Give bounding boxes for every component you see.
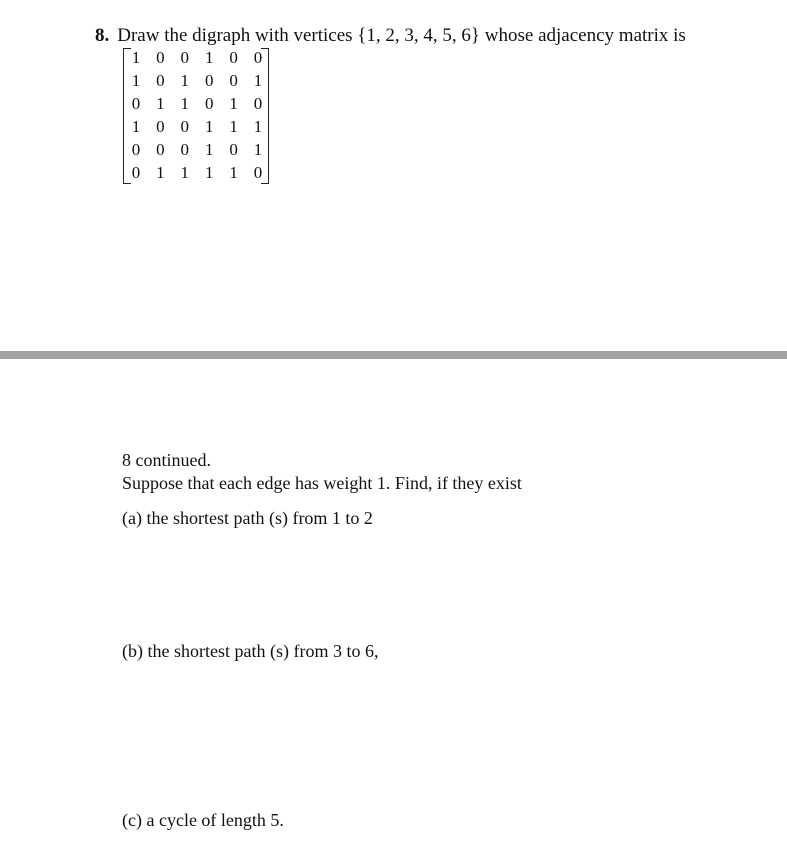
matrix-cell: 0 (180, 117, 190, 136)
matrix-cell: 0 (229, 140, 238, 159)
matrix-cell: 1 (253, 117, 263, 136)
matrix-cell: 1 (204, 117, 214, 136)
continued-heading: 8 continued. (122, 450, 211, 470)
matrix-cell: 1 (229, 163, 238, 182)
part-a: (a) the shortest path (s) from 1 to 2 (122, 508, 373, 528)
matrix-cell: 1 (253, 71, 263, 90)
matrix-cell: 1 (180, 71, 190, 90)
matrix-cell: 0 (180, 48, 190, 67)
matrix-cell: 1 (180, 94, 190, 113)
adjacency-matrix (119, 46, 271, 184)
matrix-cell: 1 (131, 71, 141, 90)
matrix-cell: 0 (156, 71, 165, 90)
matrix-cell: 0 (156, 48, 165, 67)
page-divider (0, 351, 787, 359)
matrix-cell: 0 (156, 140, 165, 159)
matrix-cell: 0 (180, 140, 190, 159)
matrix-cell: 0 (253, 94, 263, 113)
matrix-cell: 1 (131, 117, 141, 136)
question-header (95, 24, 686, 48)
matrix-cell: 1 (204, 48, 214, 67)
matrix-cell: 1 (156, 163, 165, 182)
part-b: (b) the shortest path (s) from 3 to 6, (122, 641, 379, 661)
matrix-cell: 0 (229, 71, 238, 90)
matrix-cell: 0 (204, 71, 214, 90)
matrix-cell: 1 (156, 94, 165, 113)
matrix-cell: 1 (229, 117, 238, 136)
matrix-cell: 0 (131, 140, 141, 159)
question-prompt: Draw the digraph with vertices {1, 2, 3, 4, 5, 6} whose adjacency matrix is (117, 25, 686, 46)
matrix-cell: 1 (204, 140, 214, 159)
question-number: 8. (95, 25, 110, 46)
matrix-cell: 0 (204, 94, 214, 113)
matrix-cell: 0 (156, 117, 165, 136)
matrix-cell: 1 (131, 48, 141, 67)
matrix-cell: 0 (253, 48, 263, 67)
matrix-cell: 1 (253, 140, 263, 159)
matrix-cell: 0 (131, 94, 141, 113)
matrix-cell: 0 (253, 163, 263, 182)
matrix-cell: 1 (180, 163, 190, 182)
matrix-cell: 1 (229, 94, 238, 113)
matrix-cell: 1 (204, 163, 214, 182)
matrix-cell: 0 (229, 48, 238, 67)
matrix-cell: 0 (131, 163, 141, 182)
part-c: (c) a cycle of length 5. (122, 810, 284, 830)
continued-instruction: Suppose that each edge has weight 1. Find, if they exist (122, 473, 522, 493)
